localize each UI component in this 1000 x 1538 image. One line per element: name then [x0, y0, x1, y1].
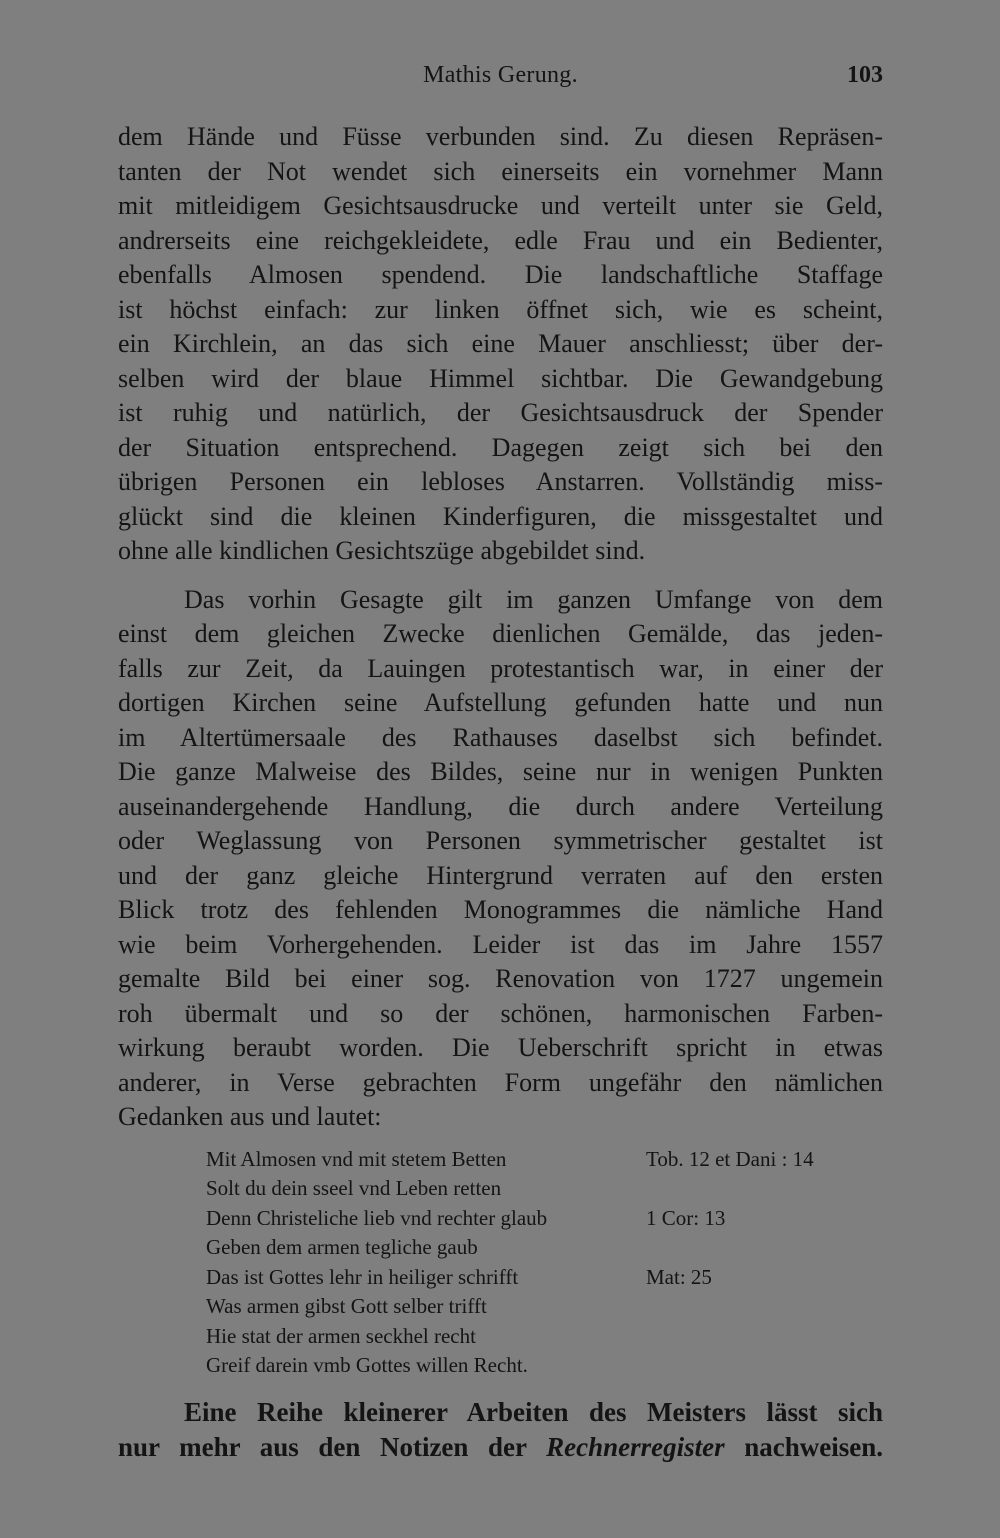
verse-reference — [646, 1292, 856, 1322]
verse-inscription — [206, 1145, 856, 1381]
verse-line — [206, 1174, 856, 1204]
verse-text: Das ist Gottes lehr in heiliger schrifft — [206, 1264, 519, 1289]
closing-paragraph — [118, 1395, 883, 1465]
verse-text: Hie stat der armen seckhel recht — [206, 1323, 476, 1348]
closing-line-2-end: nachweisen. — [724, 1431, 883, 1462]
text-line: ebenfalls Almosen spendend. Die landschaftliche Staffage — [118, 260, 883, 289]
text-line: andrerseits eine reichgekleidete, edle Frau und ein Bedienter, — [118, 225, 883, 255]
verse-text: Greif darein vmb Gottes willen Recht. — [206, 1353, 528, 1377]
verse-reference: Tob. 12 et Dani : 14 — [646, 1146, 814, 1171]
text-line: dortigen Kirchen seine Aufstellung gefunden hatte und nun — [118, 688, 883, 717]
text-line: übrigen Personen ein lebloses Anstarren. Vollständig miss- — [118, 467, 883, 496]
text-line: dem Hände und Füsse verbunden sind. Zu diesen Repräsen- — [118, 122, 883, 151]
verse-line — [206, 1351, 856, 1381]
verse-reference — [646, 1351, 856, 1381]
verse-reference: 1 Cor: 13 — [646, 1205, 726, 1230]
paragraph-gemaelde — [118, 583, 883, 1135]
verse-reference: Mat: 25 — [646, 1264, 712, 1289]
text-line: wie beim Vorhergehenden. Leider ist das im Jahre 1557 — [118, 929, 883, 959]
text-line: oder Weglassung von Personen symmetrischer gestaltet ist — [118, 826, 883, 855]
text-line: ist höchst einfach: zur linken öffnet sich, wie es scheint, — [118, 294, 883, 324]
verse-line — [206, 1145, 856, 1175]
text-line: tanten der Not wendet sich einerseits ein vornehmer Mann — [118, 156, 883, 186]
text-line: mit mitleidigem Gesichtsausdrucke und verteilt unter sie Geld, — [118, 191, 883, 220]
text-line: selben wird der blaue Himmel sichtbar. Die Gewandgebung — [118, 363, 883, 393]
text-line: Blick trotz des fehlenden Monogrammes die nämliche Hand — [118, 895, 883, 924]
rechnerregister-emphasis: Rechnerregister — [546, 1431, 725, 1462]
text-line: glückt sind die kleinen Kinderfiguren, die missgestaltet und — [118, 501, 883, 531]
text-line: falls zur Zeit, da Lauingen protestantisch war, in einer der — [118, 653, 883, 683]
verse-text: Solt du dein sseel vnd Leben retten — [206, 1176, 502, 1200]
verse-reference — [646, 1174, 856, 1204]
verse-reference — [646, 1322, 856, 1352]
text-line: im Altertümersaale des Rathauses daselbst sich befindet. — [118, 722, 883, 752]
text-line: einst dem gleichen Zwecke dienlichen Gemälde, das jeden- — [118, 619, 883, 648]
text-line: der Situation entsprechend. Dagegen zeigt sich bei den — [118, 432, 883, 462]
verse-text: Mit Almosen vnd mit stetem Betten — [206, 1146, 507, 1171]
verse-line — [206, 1322, 856, 1352]
text-line: auseinandergehende Handlung, die durch andere Verteilung — [118, 791, 883, 821]
text-line: Das vorhin Gesagte gilt im ganzen Umfange von dem — [184, 584, 883, 614]
text-line: roh übermalt und so der schönen, harmonischen Farben- — [118, 998, 883, 1028]
paragraph-continuation — [118, 120, 883, 569]
closing-line-1: Eine Reihe kleinerer Arbeiten des Meisters lässt sich — [184, 1396, 883, 1427]
text-line: wirkung beraubt worden. Die Ueberschrift spricht in etwas — [118, 1033, 883, 1062]
verse-line — [206, 1263, 856, 1293]
verse-text: Geben dem armen tegliche gaub — [206, 1235, 478, 1259]
text-line: Gedanken aus und lautet: — [118, 1102, 382, 1131]
verse-reference — [646, 1233, 856, 1263]
verse-text: Denn Christeliche lieb vnd rechter glaub — [206, 1205, 548, 1230]
verse-line — [206, 1233, 856, 1263]
text-line: und der ganz gleiche Hintergrund verraten auf den ersten — [118, 860, 883, 890]
closing-line-2-start: nur mehr aus den Notizen der — [118, 1431, 547, 1462]
text-line: ist ruhig und natürlich, der Gesichtsausdruck der Spender — [118, 398, 883, 427]
text-line: anderer, in Verse gebrachten Form ungefähr den nämlichen — [118, 1067, 883, 1097]
body-text — [118, 120, 883, 1465]
text-line: gemalte Bild bei einer sog. Renovation von 1727 ungemein — [118, 964, 883, 993]
running-head-title: Mathis Gerung. — [423, 62, 578, 88]
text-line: ein Kirchlein, an das sich eine Mauer anschliesst; über der- — [118, 329, 883, 358]
text-line: Die ganze Malweise des Bildes, seine nur in wenigen Punkten — [118, 757, 883, 786]
page-number: 103 — [847, 62, 883, 88]
verse-line — [206, 1204, 856, 1234]
text-line: ohne alle kindlichen Gesichtszüge abgebildet sind. — [118, 536, 646, 565]
closing-line-2 — [118, 1430, 883, 1465]
verse-text: Was armen gibst Gott selber trifft — [206, 1294, 487, 1318]
verse-line — [206, 1292, 856, 1322]
running-head — [118, 62, 883, 98]
